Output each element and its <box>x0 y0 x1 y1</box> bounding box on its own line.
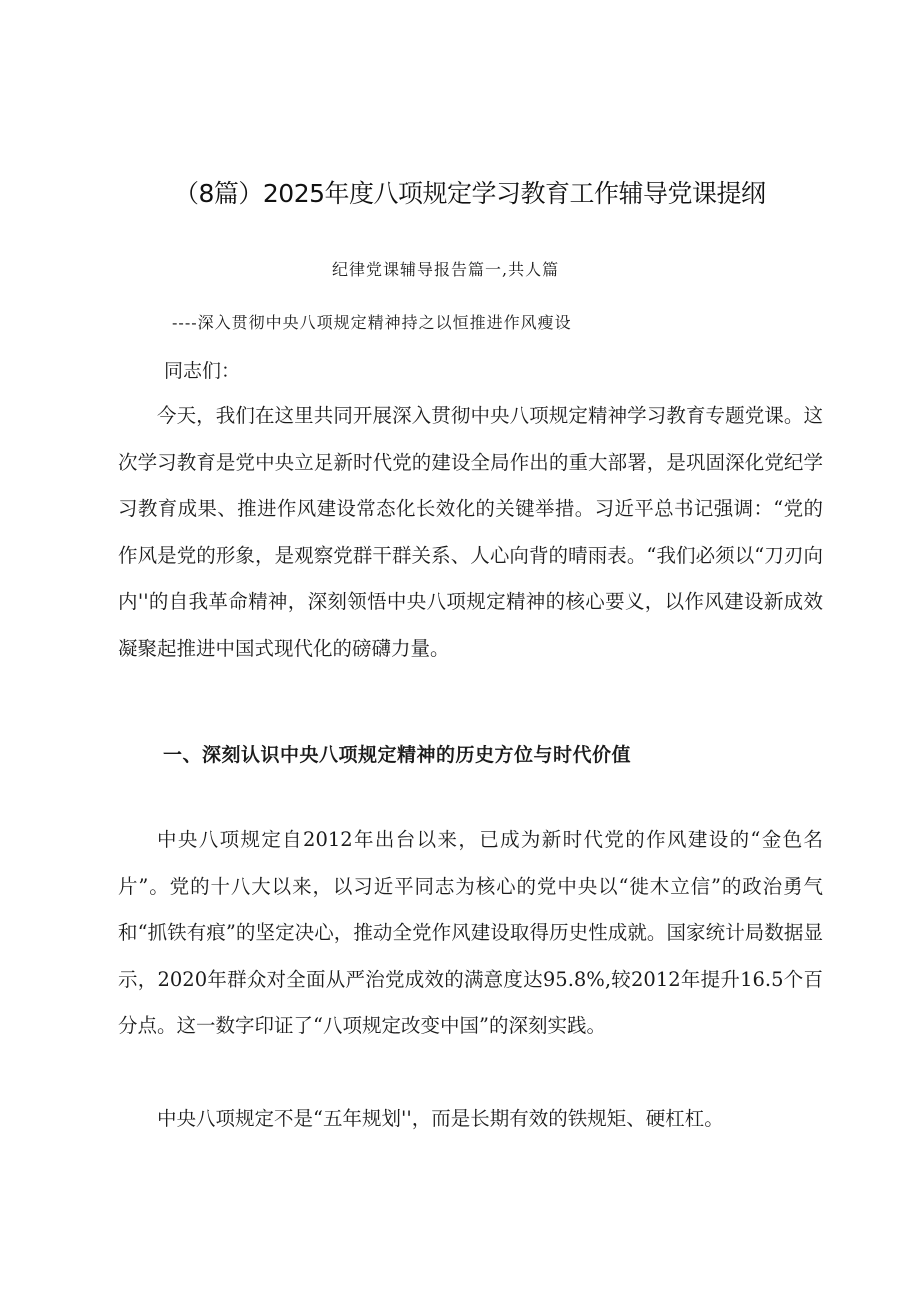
document-theme-line: ----深入贯彻中央八项规定精神持之以恒推进作风瘦设 <box>172 313 572 332</box>
document-subtitle: 纪律党课辅导报告篇一,共人篇 <box>332 260 560 279</box>
body-paragraph: 中央八项规定不是“五年规划''，而是长期有效的铁规矩、硬杠杠。 <box>157 1107 724 1130</box>
body-paragraph: 中央八项规定自2012年出台以来，已成为新时代党的作风建设的“金色名片”。党的十八大以来，以习近平同志为核心的党中央以“徙木立信”的政治勇气和“抓铁有痕”的坚定决心，推动全党作风建设取得历史性成就。国家统计局数据显示，2020年群众对全面从严治党成效的满意度达95.8%,较2012年提升16.5个百分点。这一数字印证了“八项规定改变中国”的深刻实践。 <box>118 828 823 1037</box>
salutation: 同志们： <box>164 360 241 382</box>
section-heading: 一、深刻认识中央八项规定精神的历史方位与时代价值 <box>163 744 632 766</box>
body-paragraph: 今天，我们在这里共同开展深入贯彻中央八项规定精神学习教育专题党课。这次学习教育是党中央立足新时代党的建设全局作出的重大部署，是巩固深化党纪学习教育成果、推进作风建设常态化长效化的关键举措。习近平总书记强调：“党的作风是党的形象，是观察党群干群关系、人心向背的晴雨表。“我们必须以“刀刃向内''的自我革命精神，深刻领悟中央八项规定精神的核心要义，以作风建设新成效凝聚起推进中国式现代化的磅礴力量。 <box>118 404 823 660</box>
document-title: （8篇）2025年度八项规定学习教育工作辅导党课提纲 <box>174 179 766 208</box>
